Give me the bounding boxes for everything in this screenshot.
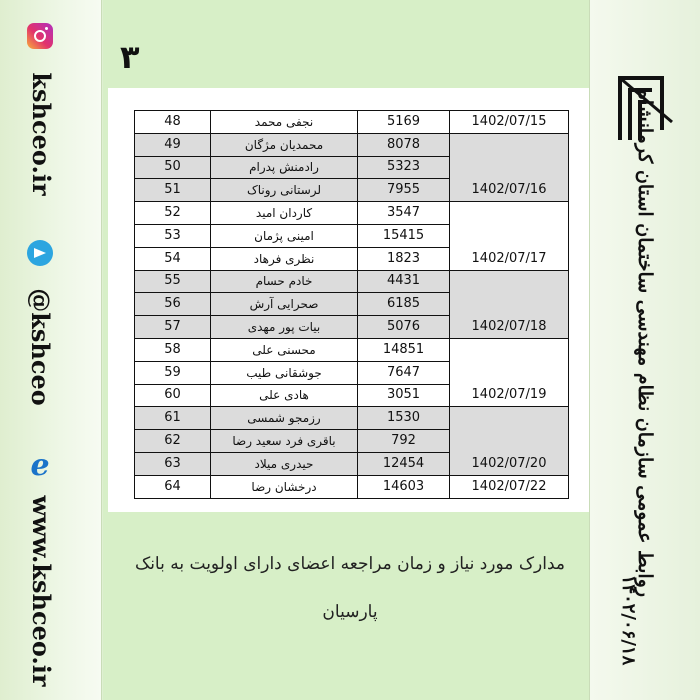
row-number: 49 bbox=[135, 133, 211, 156]
appointment-date: 1402/07/18 bbox=[450, 270, 569, 338]
table-row bbox=[135, 133, 569, 156]
member-name: نجفی محمد bbox=[211, 111, 358, 134]
organization-name: روابط عمومی سازمان نظام مهندسی ساختمان استان کرمانشاه bbox=[634, 89, 656, 597]
member-name: لرستانی روناک bbox=[211, 179, 358, 202]
row-number: 56 bbox=[135, 293, 211, 316]
member-code: 3547 bbox=[358, 202, 450, 225]
row-number: 64 bbox=[135, 475, 211, 498]
row-number: 52 bbox=[135, 202, 211, 225]
table-row bbox=[135, 475, 569, 498]
table-row bbox=[135, 407, 569, 430]
member-code: 6185 bbox=[358, 293, 450, 316]
appointment-date: 1402/07/20 bbox=[450, 407, 569, 475]
table-row bbox=[135, 202, 569, 225]
member-name: صحرایی آرش bbox=[211, 293, 358, 316]
instagram-icon[interactable] bbox=[27, 23, 53, 49]
row-number: 60 bbox=[135, 384, 211, 407]
row-number: 54 bbox=[135, 247, 211, 270]
member-name: نظری فرهاد bbox=[211, 247, 358, 270]
member-code: 5169 bbox=[358, 111, 450, 134]
left-sidebar bbox=[0, 0, 102, 700]
appointment-date: 1402/07/15 bbox=[450, 111, 569, 134]
member-code: 5076 bbox=[358, 316, 450, 339]
member-name: خادم حسام bbox=[211, 270, 358, 293]
caption-text: مدارک مورد نیاز و زمان مراجعه اعضای دارای اولویت به بانک پارسیان bbox=[134, 554, 565, 622]
page-number: ۳ bbox=[120, 38, 140, 76]
member-code: 14603 bbox=[358, 475, 450, 498]
row-number: 57 bbox=[135, 316, 211, 339]
telegram-icon[interactable] bbox=[27, 240, 53, 266]
member-code: 792 bbox=[358, 430, 450, 453]
row-number: 55 bbox=[135, 270, 211, 293]
appointment-date: 1402/07/17 bbox=[450, 202, 569, 270]
member-name: محسنی علی bbox=[211, 338, 358, 361]
row-number: 58 bbox=[135, 338, 211, 361]
row-number: 61 bbox=[135, 407, 211, 430]
member-name: محمدیان مژگان bbox=[211, 133, 358, 156]
table-row bbox=[135, 111, 569, 134]
member-name: باقری فرد سعید رضا bbox=[211, 430, 358, 453]
telegram-handle[interactable]: @kshceo bbox=[26, 288, 55, 406]
table-row bbox=[135, 270, 569, 293]
post-date: ۱۴۰۲/۰۶/۱۸ bbox=[618, 574, 639, 666]
member-name: حیدری میلاد bbox=[211, 452, 358, 475]
member-code: 7647 bbox=[358, 361, 450, 384]
website-link[interactable]: www.kshceo.ir bbox=[27, 495, 56, 687]
member-name: هادی علی bbox=[211, 384, 358, 407]
member-code: 4431 bbox=[358, 270, 450, 293]
member-code: 14851 bbox=[358, 338, 450, 361]
member-name: جوشقانی طیب bbox=[211, 361, 358, 384]
schedule-table bbox=[134, 110, 569, 499]
row-number: 63 bbox=[135, 452, 211, 475]
member-name: رادمنش پدرام bbox=[211, 156, 358, 179]
right-sidebar bbox=[589, 0, 700, 700]
row-number: 62 bbox=[135, 430, 211, 453]
member-name: بیات پور مهدی bbox=[211, 316, 358, 339]
member-code: 12454 bbox=[358, 452, 450, 475]
schedule-table-body bbox=[135, 111, 569, 499]
member-code: 3051 bbox=[358, 384, 450, 407]
instagram-handle[interactable]: kshceo.ir bbox=[27, 72, 56, 196]
member-code: 15415 bbox=[358, 224, 450, 247]
member-name: امینی پژمان bbox=[211, 224, 358, 247]
member-name: درخشان رضا bbox=[211, 475, 358, 498]
appointment-date: 1402/07/19 bbox=[450, 338, 569, 406]
member-code: 1530 bbox=[358, 407, 450, 430]
appointment-date: 1402/07/22 bbox=[450, 475, 569, 498]
member-code: 8078 bbox=[358, 133, 450, 156]
appointment-date: 1402/07/16 bbox=[450, 133, 569, 201]
row-number: 53 bbox=[135, 224, 211, 247]
row-number: 50 bbox=[135, 156, 211, 179]
member-code: 1823 bbox=[358, 247, 450, 270]
member-name: کاردان امید bbox=[211, 202, 358, 225]
row-number: 48 bbox=[135, 111, 211, 134]
member-code: 5323 bbox=[358, 156, 450, 179]
member-name: رزمجو شمسی bbox=[211, 407, 358, 430]
row-number: 51 bbox=[135, 179, 211, 202]
browser-icon[interactable]: e bbox=[30, 448, 50, 483]
row-number: 59 bbox=[135, 361, 211, 384]
schedule-table-card bbox=[108, 88, 590, 512]
member-code: 7955 bbox=[358, 179, 450, 202]
table-row bbox=[135, 338, 569, 361]
